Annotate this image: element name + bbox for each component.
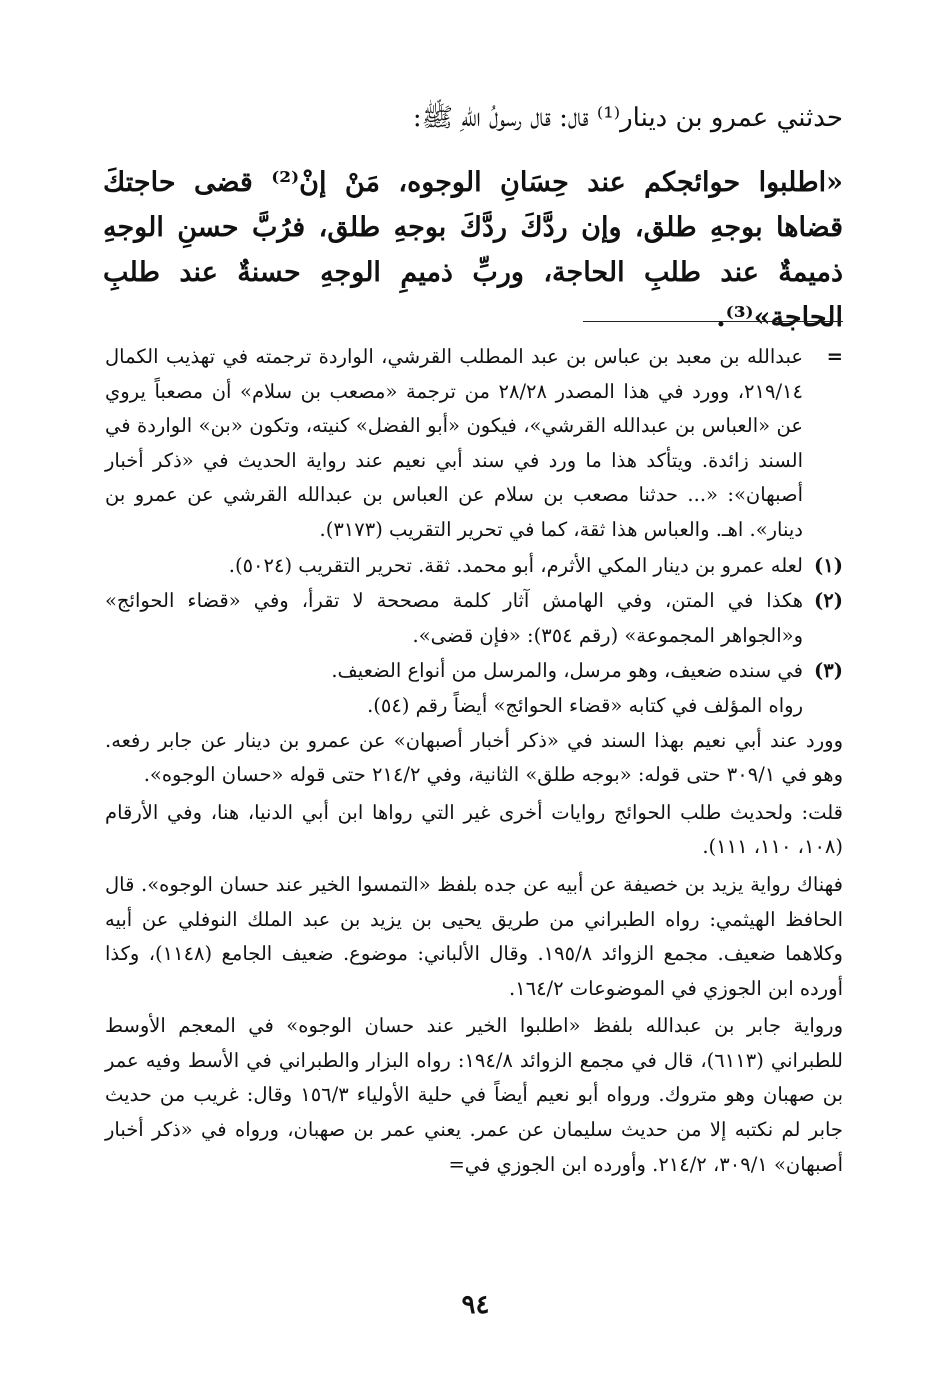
footnotes xyxy=(105,340,843,1182)
footnote-1 xyxy=(105,549,843,584)
footnote-separator xyxy=(583,321,843,322)
footnote-continued xyxy=(105,340,843,548)
footnote-paragraph: قلت: ولحديث طلب الحوائج روايات أخرى غير التي رواها ابن أبي الدنيا، هنا، وفي الأرقام (١٠٨، ١١٠، ١١١). xyxy=(105,800,843,859)
hadith-text: «اطلبوا حوائجكم عند حِسَانِ الوجوه، مَنْ إنْ⁽²⁾ قضى حاجتكَ قضاها بوجهِ طلق، وإن ردَّكَ ردَّكَ بوجهِ طلق، فرُبَّ حسنِ الوجهِ ذميمةٌ عند طلبِ الحاجة، وربِّ ذميمِ الوجهِ حسنةٌ عند طلبِ الحاجة»⁽³⁾. xyxy=(103,167,843,333)
footnote-2 xyxy=(105,584,843,653)
footnote-paragraph: عبدالله بن معبد بن عباس بن عبد المطلب القرشي، الواردة ترجمته في تهذيب الكمال ٢١٩/١٤، وورد في هذا المصدر ٢٨/٢٨ من ترجمة «مصعب بن سلام» أن مصعباً يروي عن «العباس بن عبدالله القرشي»، فيكون «أبو الفضل» كنيته، وتكون «بن» الواردة في السند زائدة. ويتأكد هذا ما ورد في سند أبي نعيم عند رواية الحديث في «ذكر أخبار أصبهان»: «... حدثنا مصعب بن سلام عن العباس بن عبدالله القرشي عن عمرو بن دينار». اهـ. والعباس هذا ثقة، كما في تحرير التقريب (٣١٧٣). xyxy=(105,345,803,541)
footnote-paragraph: لعله عمرو بن دينار المكي الأثرم، أبو محمد. ثقة. تحرير التقريب (٥٠٢٤). xyxy=(228,553,803,577)
footnote-paragraph: في سنده ضعيف، وهو مرسل، والمرسل من أنواع الضعيف. xyxy=(331,659,803,683)
footnote-marker: (٣) xyxy=(814,659,843,683)
footnote-paragraph: وورد عند أبي نعيم بهذا السند في «ذكر أخبار أصبهان» عن عمرو بن دينار عن جابر رفعه. وهو في ٣٠٩/١ حتى قوله: «بوجه طلق» الثانية، وفي ٢١٤/٢ حتى قوله «حسان الوجوه». xyxy=(105,728,843,787)
footnote-marker: (٢) xyxy=(814,589,843,613)
footnote-paragraph: فهناك رواية يزيد بن خصيفة عن أبيه عن جده بلفظ «التمسوا الخير عند حسان الوجوه». قال الحافظ الهيثمي: رواه الطبراني من طريق يحيى بن يزيد بن عبد الملك النوفلي عن أبيه وكلاهما ضعيف. مجمع الزوائد ١٩٥/٨. وقال الألباني: موضوع. ضعيف الجامع (١١٤٨)، وكذا أورده ابن الجوزي في الموضوعات ١٦٤/٢. xyxy=(105,872,843,1000)
footnote-marker: (١) xyxy=(814,553,843,577)
isnad-line: حدثني عمرو بن دينار⁽¹⁾ قال: قال رسولُ اللّهِ ﷺ: xyxy=(412,103,843,133)
footnote-paragraph: هكذا في المتن، وفي الهامش آثار كلمة مصححة لا تقرأ، وفي «قضاء الحوائج» و«الجواهر المجموعة» (رقم ٣٥٤): «فإن قضى». xyxy=(105,589,803,647)
footnote-paragraph: رواه المؤلف في كتابه «قضاء الحوائج» أيضاً رقم (٥٤). xyxy=(367,693,803,717)
footnote-3 xyxy=(105,654,843,723)
footnote-paragraph: ورواية جابر بن عبدالله بلفظ «اطلبوا الخير عند حسان الوجوه» في المعجم الأوسط للطبراني (٦١١٣)، قال في مجمع الزوائد ١٩٤/٨: رواه البزار والطبراني في الأسط وفيه عمر بن صهبان وهو متروك. ورواه أبو نعيم أيضاً في حلية الأولياء ١٥٦/٣ وقال: غريب من حديث جابر لم نكتبه إلا من حديث سليمان عن عمر. يعني عمر بن صهبان، ورواه في «ذكر أخبار أصبهان» ٣٠٩/١، ٢١٤/٢. وأورده ابن الجوزي في= xyxy=(105,1014,843,1176)
footnote-marker: = xyxy=(826,345,843,368)
page-number: ٩٤ xyxy=(461,1290,490,1320)
